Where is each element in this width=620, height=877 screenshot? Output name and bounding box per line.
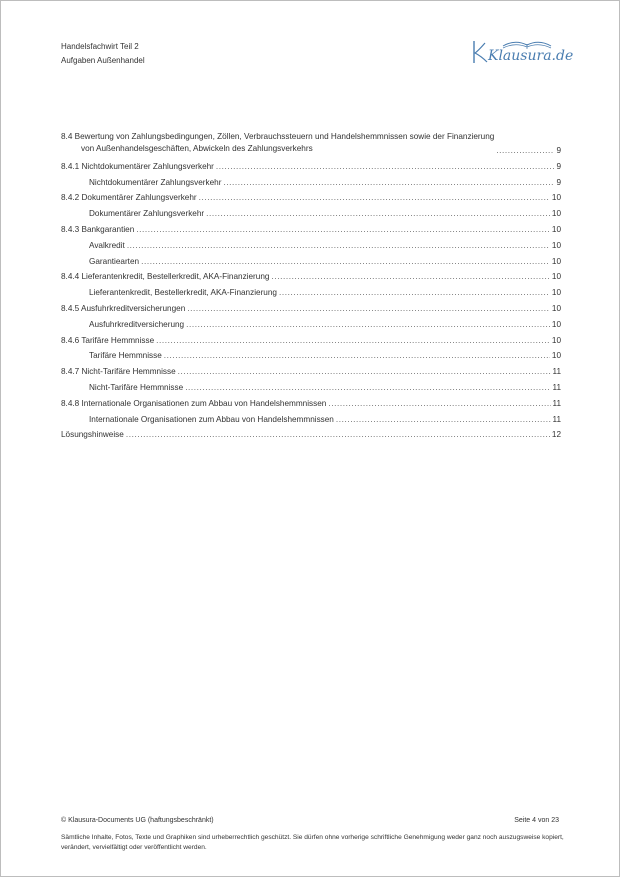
toc-page-number: 10 (551, 272, 561, 282)
toc-page-number: 10 (551, 256, 561, 266)
toc-page-number: 10 (551, 319, 561, 329)
toc-entry-title: 8.4.4 Lieferantenkredit, Bestellerkredit, AKA-Finanzierung (61, 272, 270, 282)
logo-graphic (471, 35, 581, 67)
toc-entry-title: 8.4.7 Nicht-Tarifäre Hemmnisse (61, 367, 176, 377)
toc-entry[interactable] (61, 187, 561, 203)
toc-entry-title: 8.4.2 Dokumentärer Zahlungsverkehr (61, 193, 197, 203)
toc-page-number: 10 (551, 288, 561, 298)
toc-entry[interactable] (61, 376, 561, 392)
toc-entry[interactable] (61, 171, 561, 187)
toc-dot-leader (271, 272, 549, 281)
toc-entry-title: 8.4.5 Ausfuhrkreditversicherungen (61, 303, 186, 313)
page-header (61, 40, 145, 68)
toc-page-number: 11 (552, 414, 561, 424)
toc-page-number: 9 (556, 161, 561, 171)
toc-entry-title: Avalkredit (89, 240, 125, 250)
toc-dot-leader (141, 257, 550, 266)
toc-entry-title (61, 131, 494, 155)
toc-dot-leader (126, 430, 550, 439)
toc-entry-title: Garantiearten (89, 256, 140, 266)
klausura-logo (471, 35, 581, 67)
toc-dot-leader (216, 162, 555, 171)
toc-entry-title: Internationale Organisationen zum Abbau von Handelshemmnissen (89, 414, 334, 424)
toc-entry-title: Ausfuhrkreditversicherung (89, 319, 185, 329)
toc-entry-title: Nicht-Tarifäre Hemmnisse (89, 382, 184, 392)
toc-entry[interactable] (61, 408, 561, 424)
toc-entry[interactable] (61, 155, 561, 171)
toc-entry[interactable] (61, 202, 561, 218)
toc-page-number: 11 (552, 382, 561, 392)
toc-entry-title: 8.4.6 Tarifäre Hemmnisse (61, 335, 155, 345)
toc-entry[interactable] (61, 313, 561, 329)
toc-dot-leader (164, 351, 550, 360)
toc-entry[interactable] (61, 424, 561, 440)
toc-entry-title-line2: von Außenhandelsgeschäften, Abwickeln des Zahlungsverkehrs (81, 144, 313, 153)
toc-dot-leader (185, 383, 550, 392)
toc-entry-title: 8.4.3 Bankgarantien (61, 224, 135, 234)
toc-page-number: 11 (552, 367, 561, 377)
toc-dot-leader (199, 193, 550, 202)
toc-page-number: 10 (551, 224, 561, 234)
toc-entry[interactable] (61, 360, 561, 376)
toc-dot-leader (328, 399, 550, 408)
table-of-contents (61, 129, 561, 439)
toc-page-number: 10 (551, 240, 561, 250)
toc-entry-title-line1: 8.4 Bewertung von Zahlungsbedingungen, Zöllen, Verbrauchssteuern und Handelshemmnissen sowie der Finanzierung (61, 132, 495, 141)
toc-entry[interactable] (61, 329, 561, 345)
toc-entry[interactable] (61, 250, 561, 266)
toc-page-number: 10 (551, 193, 561, 203)
footer-copyright: © Klausura-Documents UG (haftungsbeschränkt) (61, 817, 214, 824)
toc-dot-leader (496, 146, 554, 155)
toc-dot-leader (127, 241, 550, 250)
toc-entry[interactable] (61, 345, 561, 361)
toc-entry[interactable] (61, 297, 561, 313)
toc-entry-title: 8.4.1 Nichtdokumentärer Zahlungsverkehr (61, 161, 214, 171)
toc-page-number: 12 (551, 430, 561, 440)
toc-dot-leader (136, 225, 550, 234)
toc-page-number: 11 (552, 398, 561, 408)
toc-entry[interactable] (61, 281, 561, 297)
header-subject: Aufgaben Außenhandel (61, 56, 145, 65)
footer-page-number: Seite 4 von 23 (514, 817, 559, 824)
logo-wordmark: Klausura.de (488, 48, 574, 64)
toc-entry-title: Dokumentärer Zahlungsverkehr (89, 209, 205, 219)
toc-entry-title: Lieferantenkredit, Bestellerkredit, AKA-Finanzierung (89, 288, 277, 298)
toc-page-number: 9 (556, 146, 561, 155)
toc-entry[interactable] (61, 266, 561, 282)
toc-page-number: 10 (551, 209, 561, 219)
toc-entry[interactable] (61, 392, 561, 408)
toc-dot-leader (156, 336, 550, 345)
toc-entry-title: Lösungshinweise (61, 430, 124, 440)
toc-dot-leader (223, 178, 554, 187)
toc-dot-leader (279, 288, 550, 297)
toc-dot-leader (336, 415, 551, 424)
toc-entry-title: Nichtdokumentärer Zahlungsverkehr (89, 177, 222, 187)
toc-entry[interactable] (61, 218, 561, 234)
toc-dot-leader (186, 320, 550, 329)
toc-page-number: 10 (551, 351, 561, 361)
toc-page-number: 10 (551, 303, 561, 313)
footer-legal-notice: Sämtliche Inhalte, Fotos, Texte und Graphiken sind urheberrechtlich geschützt. Sie dürfen ohne vorherige schriftliche Genehmigung weder ganz noch auszugsweise kopiert, verändert, vervielfältigt oder veröffentlicht werden. (61, 834, 564, 851)
toc-dot-leader (206, 209, 550, 218)
toc-dot-leader (178, 367, 551, 376)
toc-page-number: 10 (551, 335, 561, 345)
toc-entry[interactable] (61, 234, 561, 250)
toc-page-number: 9 (556, 177, 561, 187)
toc-dot-leader (187, 304, 550, 313)
toc-entry[interactable] (61, 129, 561, 155)
toc-entry-title: Tarifäre Hemmnisse (89, 351, 162, 361)
toc-entry-title: 8.4.8 Internationale Organisationen zum Abbau von Handelshemmnissen (61, 398, 327, 408)
header-course-title: Handelsfachwirt Teil 2 (61, 42, 139, 51)
